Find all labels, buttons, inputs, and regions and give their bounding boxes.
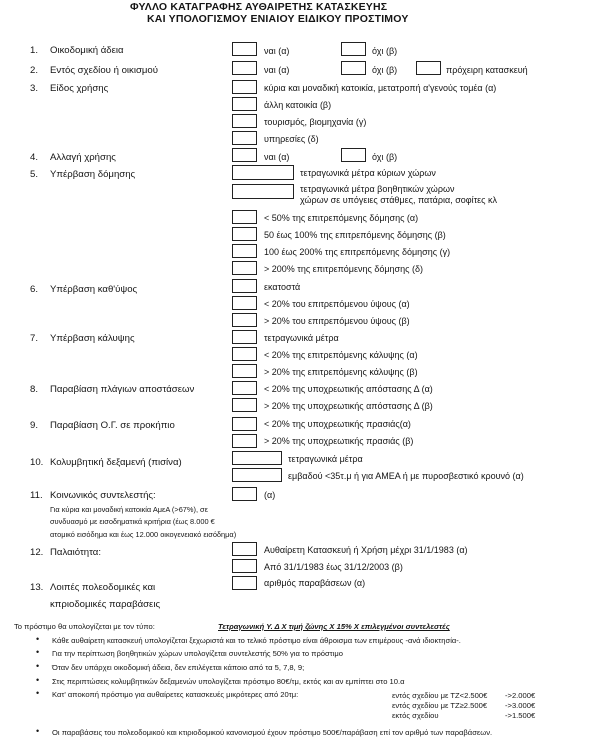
q12-label: Παλαιότητα: bbox=[50, 547, 101, 558]
q5-pct-d-label: > 200% της επιτρεπόμενης δόμησης (δ) bbox=[264, 264, 423, 274]
item-number: 2. bbox=[30, 65, 39, 76]
q5-aux-area-input[interactable] bbox=[232, 184, 294, 199]
q13-label-line2: κπριοδομικές παραβάσεις bbox=[50, 599, 161, 610]
q7-opt-a-checkbox[interactable] bbox=[232, 347, 257, 361]
q5-aux-area-label-2: χώρων σε υπόγειες στάθμες, πατάρια, σοφίτες κλ bbox=[300, 195, 497, 205]
q7-label: Υπέρβαση κάλυψης bbox=[50, 333, 135, 344]
note-6: Οι παραβάσεις του πολεοδομικού και κτιριοδομικού κανονισμού έχουν πρόστιμο 500€/παράβαση επί τον αριθμό των παραβάσεων. bbox=[52, 728, 493, 737]
q3-opt-b-checkbox[interactable] bbox=[232, 97, 257, 111]
q10-label: Κολυμβητική δεξαμενή (πισίνα) bbox=[50, 457, 182, 468]
q6-cm-input[interactable] bbox=[232, 279, 257, 293]
q5-aux-area-label: τετραγωνικά μέτρα βοηθητικών χώρων bbox=[300, 184, 455, 194]
q3-opt-d-checkbox[interactable] bbox=[232, 131, 257, 145]
form-title-line1: ΦΥΛΛΟ ΚΑΤΑΓΡΑΦΗΣ ΑΥΘΑΙΡΕΤΗΣ ΚΑΤΑΣΚΕΥΗΣ bbox=[130, 1, 388, 13]
q4-no-label: όχι (β) bbox=[372, 152, 398, 162]
q5-pct-a-label: < 50% της επιτρεπόμενης δόμησης (α) bbox=[264, 213, 419, 223]
q10-area-input[interactable] bbox=[232, 451, 282, 465]
q11-opt-a-checkbox[interactable] bbox=[232, 487, 257, 501]
item-number: 3. bbox=[30, 83, 39, 94]
q5-pct-b-label: 50 έως 100% της επιτρεπόμενης δόμησης (β) bbox=[264, 230, 446, 240]
q11-note-line2: συνδυασμό με εισοδηματικά κριτήρια (έως 8.000 € bbox=[50, 517, 215, 526]
q5-pct-c-label: 100 έως 200% της επιτρεπόμενης δόμησης (γ) bbox=[264, 247, 451, 257]
q2-no-checkbox[interactable] bbox=[341, 61, 366, 75]
formula-intro: Το πρόστιμο θα υπολογίζεται με τον τύπο: bbox=[14, 622, 155, 631]
q5-pct-c-checkbox[interactable] bbox=[232, 244, 257, 258]
item-number: 1. bbox=[30, 45, 39, 56]
q4-no-checkbox[interactable] bbox=[341, 148, 366, 162]
q9-opt-a-checkbox[interactable] bbox=[232, 417, 257, 431]
q10-opt-a-label: εμβαδού <35τ.μ ή για ΑΜΕΑ ή με πυροσβεστικό κρουνό (α) bbox=[288, 471, 524, 481]
note-5: Κατ' αποκοπή πρόστιμο για αυθαίρετες κατασκευές μικρότερες από 20τμ: bbox=[52, 690, 299, 699]
q2-yes-checkbox[interactable] bbox=[232, 61, 257, 75]
q4-yes-checkbox[interactable] bbox=[232, 148, 257, 162]
bullet-icon: • bbox=[36, 688, 40, 698]
q3-opt-c-label: τουρισμός, βιομηχανία (γ) bbox=[264, 117, 367, 127]
q5-pct-a-checkbox[interactable] bbox=[232, 210, 257, 224]
q10-area-label: τετραγωνικά μέτρα bbox=[288, 454, 363, 464]
q8-opt-b-label: > 20% της υποχρεωτικής απόστασης Δ (β) bbox=[264, 401, 433, 411]
note-4: Στις περιπτώσεις κολυμβητικών δεξαμενών υπολογίζεται πρόστιμο 80€/τμ, εκτός και αν εμπίπτει στο 10.α bbox=[52, 677, 405, 686]
q12-opt-b-checkbox[interactable] bbox=[232, 559, 257, 573]
q1-no-checkbox[interactable] bbox=[341, 42, 366, 56]
q11-label: Κοινωνικός συντελεστής: bbox=[50, 490, 156, 501]
note-1: Κάθε αυθαίρετη κατασκευή υπολογίζεται ξεχωριστά και το τελικό πρόστιμο είναι άθροισμα των επιμέρους -ανά ιδιοκτησία-. bbox=[52, 636, 461, 645]
q7-opt-b-checkbox[interactable] bbox=[232, 364, 257, 378]
form-title-line2: ΚΑΙ ΥΠΟΛΟΓΙΣΜΟΥ ΕΝΙΑΙΟΥ ΕΙΔΙΚΟΥ ΠΡΟΣΤΙΜΟΥ bbox=[147, 13, 409, 25]
q3-label: Είδος χρήσης bbox=[50, 83, 109, 94]
bullet-icon: • bbox=[36, 675, 40, 685]
q1-label: Οικοδομική άδεια bbox=[50, 45, 124, 56]
fine-amount-2: ->3.000€ bbox=[505, 701, 536, 710]
q3-opt-a-checkbox[interactable] bbox=[232, 80, 257, 94]
q2-yes-label: ναι (α) bbox=[264, 65, 290, 75]
q6-label: Υπέρβαση καθ'ύψος bbox=[50, 284, 138, 295]
bullet-icon: • bbox=[36, 661, 40, 671]
item-number: 12. bbox=[30, 547, 44, 558]
q5-pct-d-checkbox[interactable] bbox=[232, 261, 257, 275]
bullet-icon: • bbox=[36, 634, 40, 644]
bullet-icon: • bbox=[36, 726, 40, 736]
q1-no-label: όχι (β) bbox=[372, 46, 398, 56]
q2-label: Εντός σχεδίου ή οικισμού bbox=[50, 65, 158, 76]
q11-note-line1: Για κύρια και μοναδική κατοικία ΑμεΑ (>67%), σε bbox=[50, 505, 208, 514]
q1-yes-checkbox[interactable] bbox=[232, 42, 257, 56]
note-3: Όταν δεν υπάρχει οικοδομική άδεια, δεν επιλέγεται κάποιο από τα 5, 7,8, 9; bbox=[52, 663, 305, 672]
q11-note-line3: ατομικό εισόδημα και έως 12.000 οικογενειακό εισόδημα) bbox=[50, 530, 237, 539]
item-number: 8. bbox=[30, 384, 39, 395]
q9-opt-a-label: < 20% της υποχρεωτικής πρασιάς(α) bbox=[264, 419, 411, 429]
q7-opt-a-label: < 20% της επιτρεπόμενης κάλυψης (α) bbox=[264, 350, 418, 360]
q6-opt-b-label: > 20% του επιτρεπόμενου ύψους (β) bbox=[264, 316, 410, 326]
item-number: 11. bbox=[30, 490, 43, 501]
fine-amount-1: ->2.000€ bbox=[505, 691, 536, 700]
q9-opt-b-label: > 20% της υποχρεωτικής πρασιάς (β) bbox=[264, 436, 414, 446]
q12-opt-b-label: Από 31/1/1983 έως 31/12/2003 (β) bbox=[264, 562, 403, 572]
bullet-icon: • bbox=[36, 647, 40, 657]
q9-label: Παραβίαση Ο.Γ. σε προκήπιο bbox=[50, 420, 175, 431]
item-number: 13. bbox=[30, 582, 44, 593]
q13-count-label: αριθμός παραβάσεων (α) bbox=[264, 578, 366, 588]
q9-opt-b-checkbox[interactable] bbox=[232, 434, 257, 448]
q6-cm-label: εκατοστά bbox=[264, 282, 301, 292]
q5-pct-b-checkbox[interactable] bbox=[232, 227, 257, 241]
formula-text: Τετραγωνική Υ. Δ Χ τιμή ζώνης Χ 15% Χ επιλεγμένοι συντελεστές bbox=[218, 622, 450, 631]
fine-zone-2: εντός σχεδίου με ΤΖ≥2.500€ bbox=[392, 701, 488, 710]
q5-main-area-label: τετραγωνικά μέτρα κύριων χώρων bbox=[300, 168, 436, 178]
q12-opt-a-label: Αυθαίρετη Κατασκευή ή Χρήση μέχρι 31/1/1983 (α) bbox=[264, 545, 468, 555]
q7-area-label: τετραγωνικά μέτρα bbox=[264, 333, 339, 343]
fine-zone-1: εντός σχεδίου με ΤΖ<2.500€ bbox=[392, 691, 488, 700]
note-2: Για την περίπτωση βοηθητικών χώρων υπολογίζεται συντελεστής 50% για το πρόστιμο bbox=[52, 649, 343, 658]
q3-opt-c-checkbox[interactable] bbox=[232, 114, 257, 128]
q8-opt-a-label: < 20% της υποχρεωτικής απόστασης Δ (α) bbox=[264, 384, 433, 394]
q3-opt-b-label: άλλη κατοικία (β) bbox=[264, 100, 332, 110]
fine-amount-3: ->1.500€ bbox=[505, 711, 536, 720]
q7-area-input[interactable] bbox=[232, 330, 257, 344]
q4-label: Αλλαγή χρήσης bbox=[50, 152, 116, 163]
item-number: 4. bbox=[30, 152, 39, 163]
q13-label-line1: Λοιπές πολεοδομικές και bbox=[50, 582, 156, 593]
q6-opt-a-checkbox[interactable] bbox=[232, 296, 257, 310]
item-number: 6. bbox=[30, 284, 39, 295]
q10-opt-a-checkbox[interactable] bbox=[232, 468, 282, 482]
q7-opt-b-label: > 20% της επιτρεπόμενης κάλυψης (β) bbox=[264, 367, 418, 377]
q2-makeshift-checkbox[interactable] bbox=[416, 61, 441, 75]
fine-zone-3: εκτός σχεδίου bbox=[392, 711, 439, 720]
q2-makeshift-label: πρόχειρη κατασκευή bbox=[446, 65, 528, 75]
q1-yes-label: ναι (α) bbox=[264, 46, 290, 56]
q8-label: Παραβίαση πλάγιων αποστάσεων bbox=[50, 384, 195, 395]
q6-opt-a-label: < 20% του επιτρεπόμενου ύψους (α) bbox=[264, 299, 410, 309]
q2-no-label: όχι (β) bbox=[372, 65, 398, 75]
q5-main-area-input[interactable] bbox=[232, 165, 294, 180]
q6-opt-b-checkbox[interactable] bbox=[232, 313, 257, 327]
q4-yes-label: ναι (α) bbox=[264, 152, 290, 162]
q8-opt-b-checkbox[interactable] bbox=[232, 398, 257, 412]
q3-opt-a-label: κύρια και μοναδική κατοικία, μετατροπή α'γενούς τομέα (α) bbox=[264, 83, 497, 93]
item-number: 7. bbox=[30, 333, 39, 344]
q5-label: Υπέρβαση δόμησης bbox=[50, 169, 136, 180]
item-number: 10. bbox=[30, 457, 44, 468]
q8-opt-a-checkbox[interactable] bbox=[232, 381, 257, 395]
item-number: 9. bbox=[30, 420, 39, 431]
q12-opt-a-checkbox[interactable] bbox=[232, 542, 257, 556]
q13-count-input[interactable] bbox=[232, 576, 257, 590]
item-number: 5. bbox=[30, 169, 39, 180]
q3-opt-d-label: υπηρεσίες (δ) bbox=[264, 134, 319, 144]
q11-opt-a-label: (α) bbox=[264, 490, 276, 500]
